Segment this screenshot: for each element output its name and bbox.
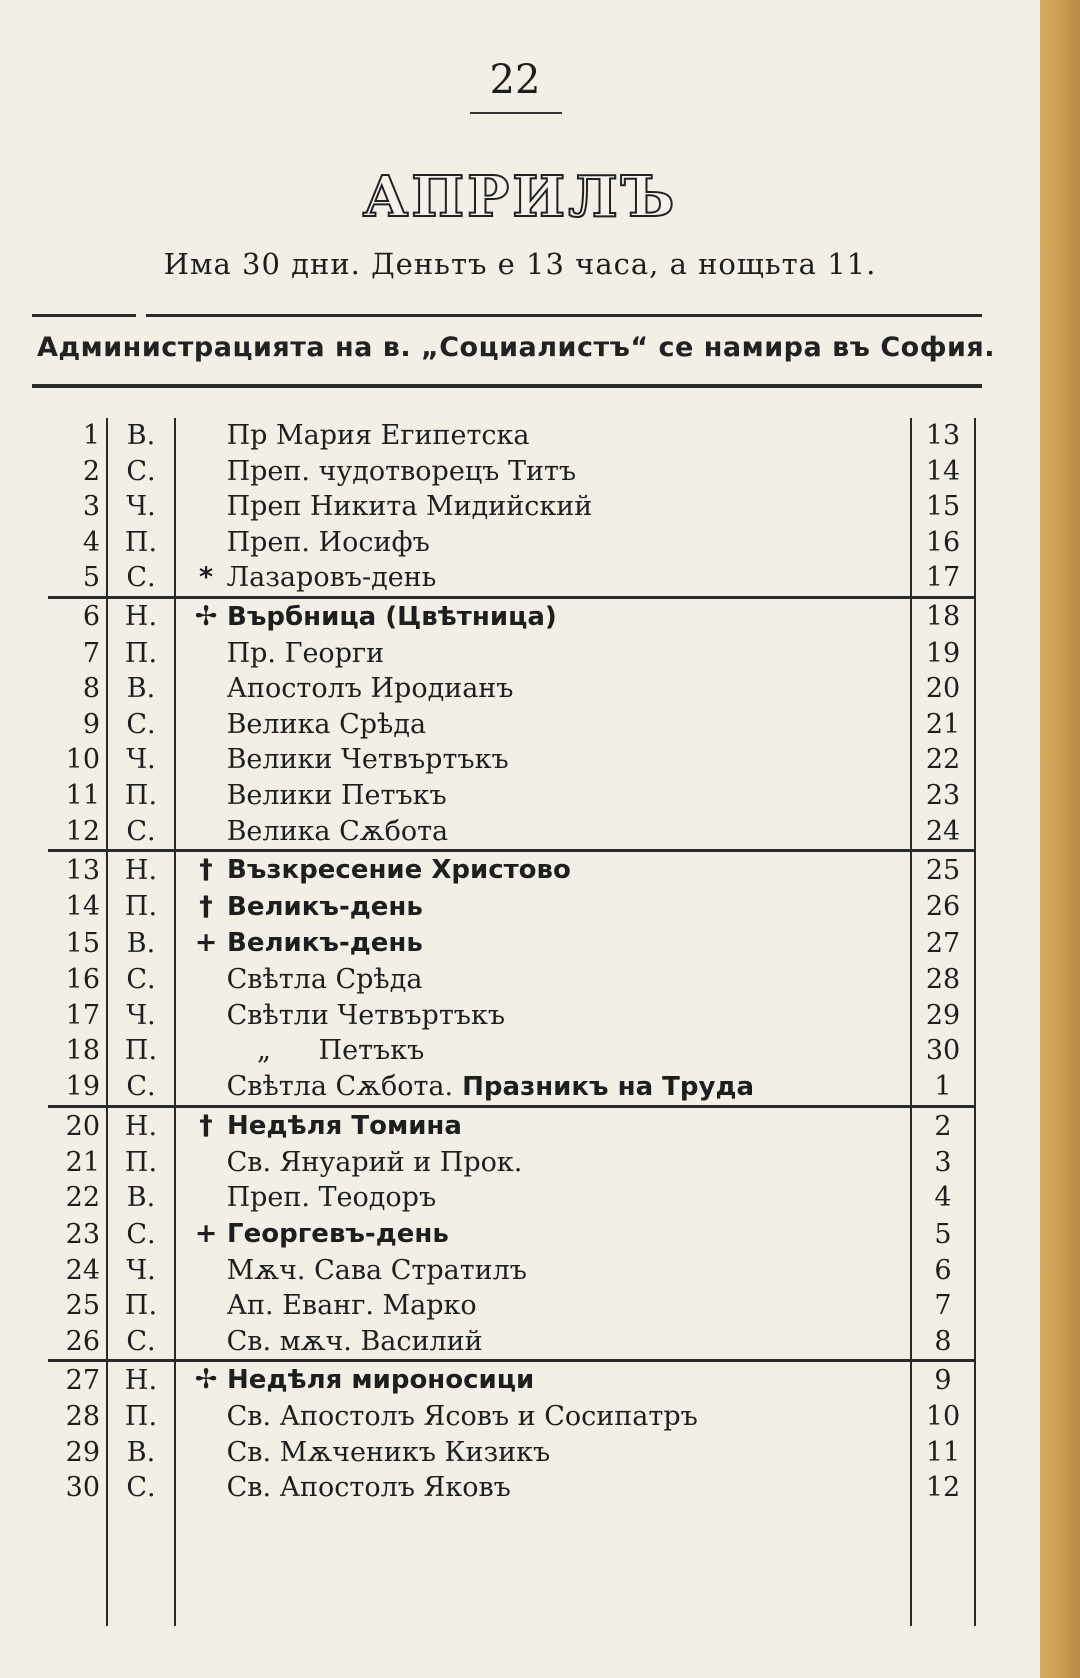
old-style-date: 12 bbox=[911, 1470, 975, 1506]
saint-name-text: Велики Четвъртъкъ bbox=[218, 744, 509, 776]
saint-name bbox=[175, 1288, 911, 1324]
old-style-date: 17 bbox=[911, 560, 975, 597]
saint-name bbox=[175, 1180, 911, 1216]
calendar-row bbox=[48, 597, 975, 635]
weekday: В. bbox=[107, 925, 175, 962]
old-style-date: 7 bbox=[911, 1288, 975, 1324]
weekday: П. bbox=[107, 1399, 175, 1435]
calendar-row bbox=[48, 1361, 975, 1399]
saint-name bbox=[175, 925, 911, 962]
saint-name-text: Преп. Иосифъ bbox=[218, 526, 430, 558]
saint-name bbox=[175, 560, 911, 597]
weekday: Н. bbox=[107, 1107, 175, 1145]
saint-name-text: Мѫч. Сава Стратилъ bbox=[218, 1254, 527, 1286]
day-number: 16 bbox=[48, 962, 107, 998]
table-bottom-space bbox=[48, 1506, 975, 1626]
calendar-table bbox=[48, 418, 976, 1626]
weekday: П. bbox=[107, 778, 175, 814]
weekday: С. bbox=[107, 1069, 175, 1107]
empty-cell bbox=[48, 1506, 107, 1626]
divider-left bbox=[32, 314, 136, 317]
day-number: 5 bbox=[48, 560, 107, 597]
weekday: С. bbox=[107, 1470, 175, 1506]
saint-name-text: Недѣля мироносици bbox=[218, 1365, 535, 1396]
calendar-row bbox=[48, 1145, 975, 1181]
day-number: 17 bbox=[48, 998, 107, 1034]
day-number: 15 bbox=[48, 925, 107, 962]
saint-name-text: Пр. Георги bbox=[218, 637, 385, 669]
saint-name bbox=[175, 454, 911, 490]
weekday: С. bbox=[107, 962, 175, 998]
admin-note: Администрацията на в. „Социалистъ“ се намира въ София. bbox=[36, 332, 996, 363]
calendar-row bbox=[48, 1180, 975, 1216]
day-number: 29 bbox=[48, 1435, 107, 1471]
old-style-date: 29 bbox=[911, 998, 975, 1034]
old-style-date: 26 bbox=[911, 889, 975, 926]
calendar-row bbox=[48, 454, 975, 490]
weekday: С. bbox=[107, 814, 175, 851]
saint-name bbox=[175, 1033, 911, 1069]
weekday: Н. bbox=[107, 597, 175, 635]
month-title: АПРИЛЪ bbox=[362, 164, 678, 230]
calendar-row bbox=[48, 889, 975, 926]
calendar-row bbox=[48, 962, 975, 998]
weekday: С. bbox=[107, 707, 175, 743]
old-style-date: 9 bbox=[911, 1361, 975, 1399]
page-edge bbox=[1040, 0, 1080, 1678]
old-style-date: 6 bbox=[911, 1253, 975, 1289]
saint-name-text: Възкресение Христово bbox=[218, 855, 571, 886]
calendar-row bbox=[48, 525, 975, 561]
day-number: 4 bbox=[48, 525, 107, 561]
saint-name-text: Лазаровъ-день bbox=[218, 562, 437, 594]
saint-name-text: Свѣтла Сѫбота. bbox=[218, 1070, 454, 1102]
day-number: 18 bbox=[48, 1033, 107, 1069]
saint-name-text: Георгевъ-день bbox=[218, 1219, 449, 1250]
calendar-row bbox=[48, 1288, 975, 1324]
day-number: 6 bbox=[48, 597, 107, 635]
weekday: С. bbox=[107, 454, 175, 490]
saint-name bbox=[175, 707, 911, 743]
calendar-row bbox=[48, 1216, 975, 1253]
day-number: 8 bbox=[48, 671, 107, 707]
feast-mark: ✢ bbox=[194, 600, 218, 632]
saint-name-text: Ап. Еванг. Марко bbox=[218, 1290, 477, 1322]
old-style-date: 16 bbox=[911, 525, 975, 561]
day-number: 12 bbox=[48, 814, 107, 851]
calendar-row bbox=[48, 742, 975, 778]
old-style-date: 25 bbox=[911, 851, 975, 889]
weekday: П. bbox=[107, 525, 175, 561]
old-style-date: 1 bbox=[911, 1069, 975, 1107]
calendar-row bbox=[48, 1033, 975, 1069]
saint-name bbox=[175, 489, 911, 525]
calendar-row bbox=[48, 925, 975, 962]
calendar-row bbox=[48, 1324, 975, 1361]
page-number: 22 bbox=[489, 57, 541, 103]
day-number: 3 bbox=[48, 489, 107, 525]
saint-name bbox=[175, 1399, 911, 1435]
old-style-date: 15 bbox=[911, 489, 975, 525]
day-number: 30 bbox=[48, 1470, 107, 1506]
calendar-row bbox=[48, 998, 975, 1034]
saint-name bbox=[175, 1470, 911, 1506]
saint-name bbox=[175, 889, 911, 926]
table-top-rule bbox=[32, 384, 982, 388]
day-number: 23 bbox=[48, 1216, 107, 1253]
day-number: 7 bbox=[48, 636, 107, 672]
saint-name bbox=[175, 525, 911, 561]
old-style-date: 2 bbox=[911, 1107, 975, 1145]
weekday: П. bbox=[107, 889, 175, 926]
weekday: В. bbox=[107, 1180, 175, 1216]
feast-mark: † bbox=[199, 854, 213, 886]
day-number: 25 bbox=[48, 1288, 107, 1324]
day-number: 21 bbox=[48, 1145, 107, 1181]
saint-name-text: Великъ-день bbox=[218, 891, 423, 922]
day-number: 22 bbox=[48, 1180, 107, 1216]
calendar-row bbox=[48, 636, 975, 672]
saint-name bbox=[175, 814, 911, 851]
day-number: 2 bbox=[48, 454, 107, 490]
old-style-date: 18 bbox=[911, 597, 975, 635]
calendar-row bbox=[48, 489, 975, 525]
weekday: В. bbox=[107, 671, 175, 707]
saint-name-text: Преп. чудотворецъ Титъ bbox=[218, 455, 577, 487]
saint-name-text: Пр Мария Египетска bbox=[218, 420, 530, 451]
day-number: 9 bbox=[48, 707, 107, 743]
empty-cell bbox=[911, 1506, 975, 1626]
ditto-mark: „ bbox=[257, 1035, 271, 1067]
old-style-date: 11 bbox=[911, 1435, 975, 1471]
saint-name-text: Великъ-день bbox=[218, 928, 423, 959]
saint-name-text: Свѣтли Четвъртъкъ bbox=[218, 999, 506, 1031]
saint-name-text: Велики Петъкъ bbox=[218, 779, 447, 811]
feast-mark: † bbox=[199, 890, 213, 922]
day-number: 26 bbox=[48, 1324, 107, 1361]
calendar-row bbox=[48, 707, 975, 743]
weekday: П. bbox=[107, 1288, 175, 1324]
day-number: 20 bbox=[48, 1107, 107, 1145]
saint-name-text: Св. Апостолъ Яковъ bbox=[218, 1472, 511, 1504]
day-number: 10 bbox=[48, 742, 107, 778]
holiday-note: Празникъ на Труда bbox=[453, 1071, 755, 1102]
saint-name-text: Преп. Теодоръ bbox=[218, 1182, 437, 1214]
weekday: С. bbox=[107, 560, 175, 597]
saint-name bbox=[175, 671, 911, 707]
calendar-row bbox=[48, 1107, 975, 1145]
saint-name-text: Недѣля Томина bbox=[218, 1111, 462, 1142]
weekday: В. bbox=[107, 418, 175, 454]
saint-name-text: Велика Срѣда bbox=[218, 708, 427, 740]
saint-name bbox=[175, 1435, 911, 1471]
saint-name bbox=[175, 1145, 911, 1181]
saint-name-text: Велика Сѫбота bbox=[218, 815, 449, 847]
old-style-date: 21 bbox=[911, 707, 975, 743]
calendar-row bbox=[48, 1253, 975, 1289]
day-number: 27 bbox=[48, 1361, 107, 1399]
saint-name bbox=[175, 1107, 911, 1145]
old-style-date: 22 bbox=[911, 742, 975, 778]
day-number: 19 bbox=[48, 1069, 107, 1107]
weekday: Ч. bbox=[107, 998, 175, 1034]
old-style-date: 30 bbox=[911, 1033, 975, 1069]
feast-mark: * bbox=[198, 562, 214, 594]
old-style-date: 27 bbox=[911, 925, 975, 962]
old-style-date: 8 bbox=[911, 1324, 975, 1361]
empty-cell bbox=[107, 1506, 175, 1626]
saint-name bbox=[175, 1069, 911, 1107]
calendar-row bbox=[48, 814, 975, 851]
day-number: 24 bbox=[48, 1253, 107, 1289]
weekday: С. bbox=[107, 1324, 175, 1361]
saint-name-text: Св. Апостолъ Ясовъ и Сосипатръ bbox=[218, 1401, 698, 1433]
calendar-row bbox=[48, 1399, 975, 1435]
old-style-date: 24 bbox=[911, 814, 975, 851]
day-number: 1 bbox=[48, 418, 107, 454]
empty-cell bbox=[175, 1506, 911, 1626]
day-number: 14 bbox=[48, 889, 107, 926]
old-style-date: 20 bbox=[911, 671, 975, 707]
saint-name-text: Върбница (Цвѣтница) bbox=[218, 601, 557, 632]
old-style-date: 14 bbox=[911, 454, 975, 490]
calendar-row bbox=[48, 851, 975, 889]
weekday: Н. bbox=[107, 851, 175, 889]
feast-mark: ✢ bbox=[194, 1364, 218, 1396]
calendar-row bbox=[48, 671, 975, 707]
saint-name-text: Петъкъ bbox=[310, 1035, 425, 1067]
saint-name bbox=[175, 1253, 911, 1289]
saint-name-text: Апостолъ Иродианъ bbox=[218, 673, 514, 705]
saint-name bbox=[175, 1216, 911, 1253]
weekday: П. bbox=[107, 1033, 175, 1069]
weekday: В. bbox=[107, 1435, 175, 1471]
old-style-date: 13 bbox=[911, 418, 975, 454]
calendar-row bbox=[48, 1069, 975, 1107]
saint-name bbox=[175, 636, 911, 672]
month-info: Има 30 дни. Деньтъ е 13 часа, а нощьта 11. bbox=[163, 247, 877, 281]
saint-name bbox=[175, 742, 911, 778]
feast-mark: + bbox=[194, 927, 218, 959]
saint-name-text: Св. Мѫченикъ Кизикъ bbox=[218, 1436, 551, 1468]
saint-name bbox=[175, 778, 911, 814]
saint-name bbox=[175, 998, 911, 1034]
saint-name-text: Св. Януарий и Прок. bbox=[218, 1146, 523, 1178]
weekday: С. bbox=[107, 1216, 175, 1253]
page-number-rule bbox=[470, 112, 562, 114]
weekday: Ч. bbox=[107, 742, 175, 778]
day-number: 28 bbox=[48, 1399, 107, 1435]
saint-name-text: Св. мѫч. Василий bbox=[218, 1325, 483, 1357]
calendar-row bbox=[48, 1435, 975, 1471]
calendar-row bbox=[48, 778, 975, 814]
old-style-date: 5 bbox=[911, 1216, 975, 1253]
saint-name bbox=[175, 851, 911, 889]
saint-name bbox=[175, 418, 911, 454]
saint-name bbox=[175, 962, 911, 998]
weekday: П. bbox=[107, 636, 175, 672]
feast-mark: + bbox=[194, 1218, 218, 1250]
saint-name bbox=[175, 1361, 911, 1399]
saint-name bbox=[175, 597, 911, 635]
weekday: Ч. bbox=[107, 489, 175, 525]
day-number: 13 bbox=[48, 851, 107, 889]
weekday: П. bbox=[107, 1145, 175, 1181]
calendar-row bbox=[48, 1470, 975, 1506]
calendar-row bbox=[48, 560, 975, 597]
saint-name-text: Преп Никита Мидийский bbox=[218, 491, 593, 523]
weekday: Н. bbox=[107, 1361, 175, 1399]
old-style-date: 19 bbox=[911, 636, 975, 672]
old-style-date: 23 bbox=[911, 778, 975, 814]
calendar-row bbox=[48, 418, 975, 454]
weekday: Ч. bbox=[107, 1253, 175, 1289]
feast-mark: † bbox=[199, 1110, 213, 1142]
old-style-date: 10 bbox=[911, 1399, 975, 1435]
old-style-date: 3 bbox=[911, 1145, 975, 1181]
day-number: 11 bbox=[48, 778, 107, 814]
old-style-date: 28 bbox=[911, 962, 975, 998]
saint-name bbox=[175, 1324, 911, 1361]
saint-name-text: Свѣтла Срѣда bbox=[218, 963, 423, 995]
divider-right bbox=[146, 314, 982, 317]
old-style-date: 4 bbox=[911, 1180, 975, 1216]
